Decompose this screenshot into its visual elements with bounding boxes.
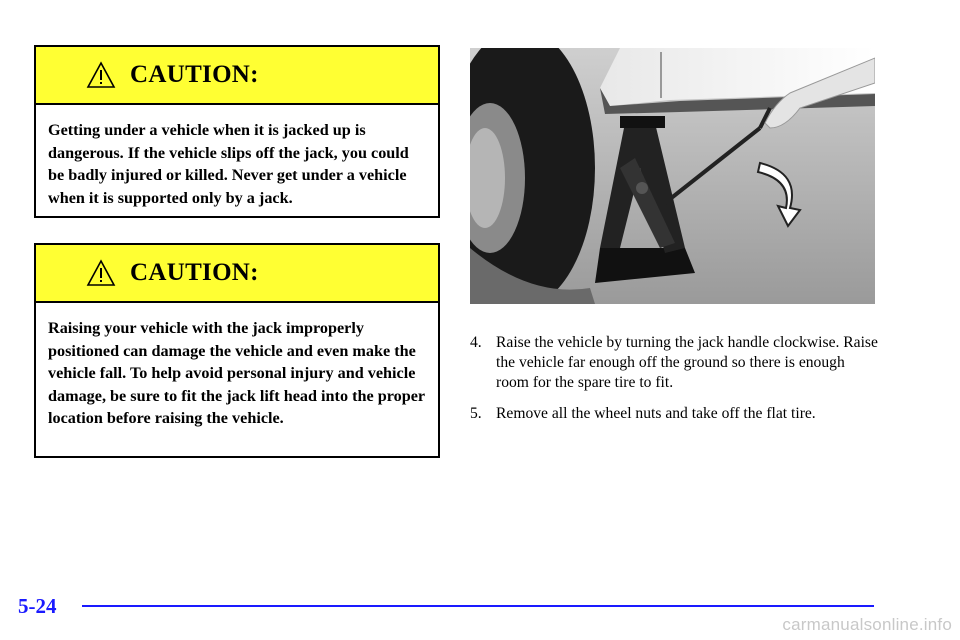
step-number: 4.: [470, 334, 482, 351]
caution-text: Raising your vehicle with the jack improperly positioned can damage the vehicle and even make the vehicle fall. To help avoid personal injury and vehicle damage, be sure to fit the jack lift head into the proper location before raising the vehicle.: [48, 319, 425, 427]
caution-header: [36, 245, 438, 303]
watermark-text: carmanualsonline.info: [782, 615, 952, 634]
step-text: Raise the vehicle by turning the jack handle clockwise. Raise the vehicle far enough off the ground so there is enough room for the spare tire to fit.: [496, 334, 878, 391]
list-item: [470, 404, 880, 424]
warning-triangle-icon: [86, 61, 116, 89]
caution-text: Getting under a vehicle when it is jacked up is dangerous. If the vehicle slips off the jack, you could be badly injured or killed. Never get under a vehicle when it is supported only by a jack.: [48, 121, 409, 207]
step-number: 5.: [470, 405, 482, 422]
caution-box-jack-position: [34, 243, 440, 458]
caution-title: CAUTION:: [130, 61, 259, 88]
warning-triangle-icon: [86, 259, 116, 287]
page-number: 5-24: [18, 594, 57, 618]
step-text: Remove all the wheel nuts and take off the flat tire.: [496, 405, 816, 422]
list-item: [470, 333, 880, 393]
caution-title: CAUTION:: [130, 259, 259, 286]
jack-illustration-photo: [470, 48, 875, 304]
caution-header: [36, 47, 438, 105]
instruction-steps: [470, 333, 880, 435]
footer-divider: [82, 605, 874, 607]
caution-box-jacked-vehicle: [34, 45, 440, 218]
